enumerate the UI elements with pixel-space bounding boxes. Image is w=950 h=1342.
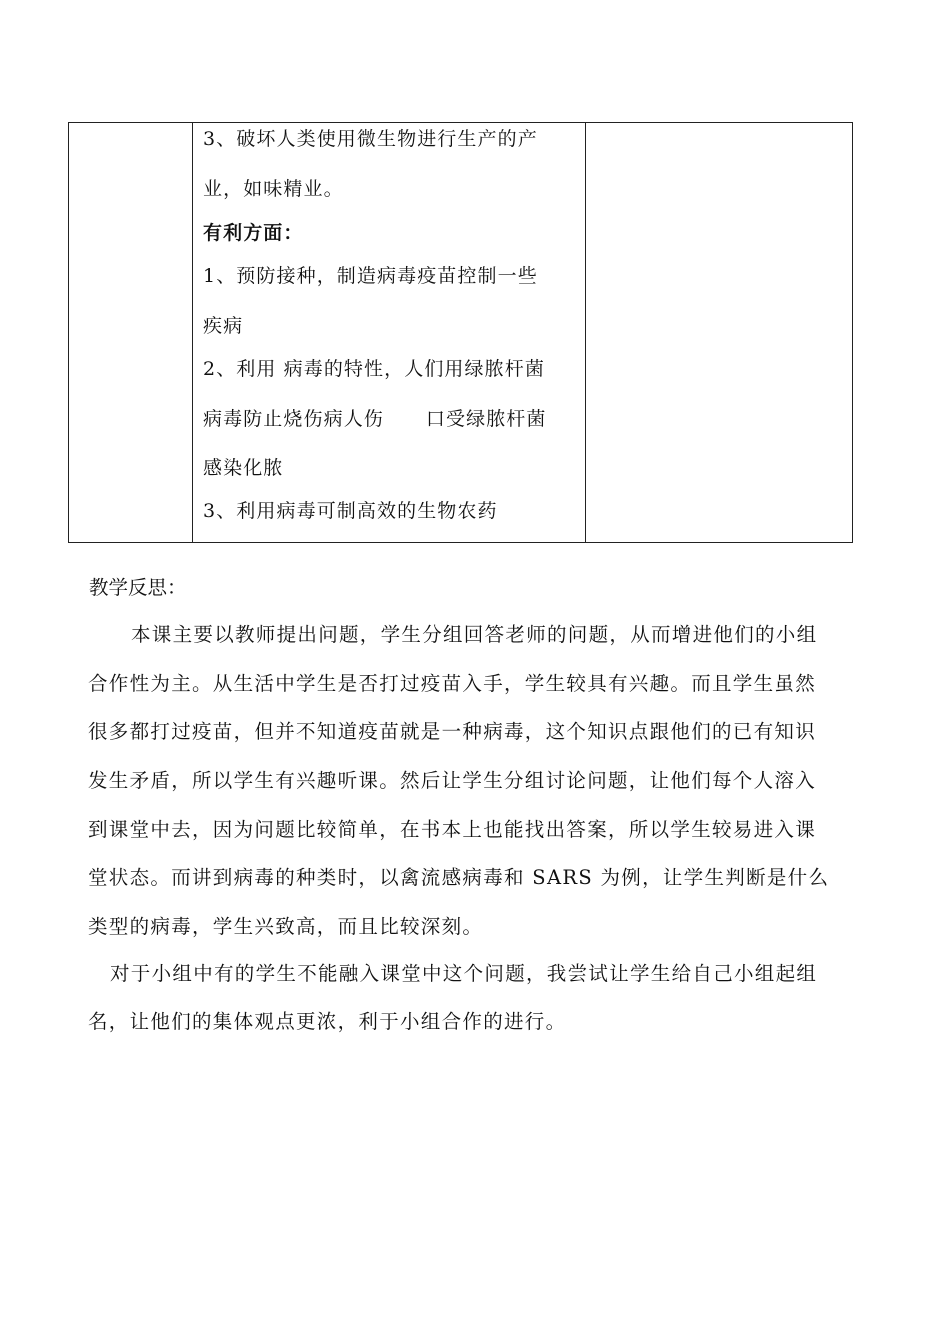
paragraph-1-line: 到课堂中去，因为问题比较简单，在书本上也能找出答案，所以学生较易进入课 xyxy=(88,818,817,841)
cell-line-9: 3、利用病毒可制高效的生物农药 xyxy=(203,500,498,522)
paragraph-1-line: 本课主要以教师提出问题，学生分组回答老师的问题，从而增进他们的小组 xyxy=(131,623,818,646)
cell-line-1: 3、破坏人类使用微生物进行生产的产 xyxy=(203,128,538,150)
paragraph-1-line: 类型的病毒，学生兴致高，而且比较深刻。 xyxy=(88,915,484,938)
cell-line-8: 感染化脓 xyxy=(203,457,284,479)
reflection-title: 教学反思： xyxy=(89,576,187,599)
cell-line-4: 1、预防接种，制造病毒疫苗控制一些 xyxy=(203,265,538,287)
cell-line-5: 疾病 xyxy=(203,315,244,337)
paragraph-1-line: 发生矛盾，所以学生有兴趣听课。然后让学生分组讨论问题，让他们每个人溶入 xyxy=(88,769,817,792)
table-column-divider-2 xyxy=(585,123,586,542)
paragraph-1-line: 很多都打过疫苗，但并不知道疫苗就是一种病毒，这个知识点跟他们的已有知识 xyxy=(88,720,817,743)
paragraph-1-line: 合作性为主。从生活中学生是否打过疫苗入手，学生较具有兴趣。而且学生虽然 xyxy=(88,672,817,695)
paragraph-2-line: 名，让他们的集体观点更浓，利于小组合作的进行。 xyxy=(88,1010,567,1033)
paragraph-2-line: 对于小组中有的学生不能融入课堂中这个问题，我尝试让学生给自己小组起组 xyxy=(110,962,818,985)
cell-line-6: 2、利用 病毒的特性，人们用绿脓杆菌 xyxy=(203,358,545,380)
table-column-divider-1 xyxy=(192,123,193,542)
cell-line-7-part-b: 口受绿脓杆菌 xyxy=(425,408,547,430)
cell-line-2: 业，如味精业。 xyxy=(203,178,344,200)
content-table xyxy=(68,122,853,543)
paragraph-1-line: 堂状态。而讲到病毒的种类时，以禽流感病毒和 SARS 为例，让学生判断是什么 xyxy=(88,866,830,889)
cell-heading-advantages: 有利方面： xyxy=(203,222,304,244)
cell-line-7 xyxy=(203,407,547,431)
cell-line-7-part-a: 病毒防止烧伤病人伤 xyxy=(203,408,384,430)
